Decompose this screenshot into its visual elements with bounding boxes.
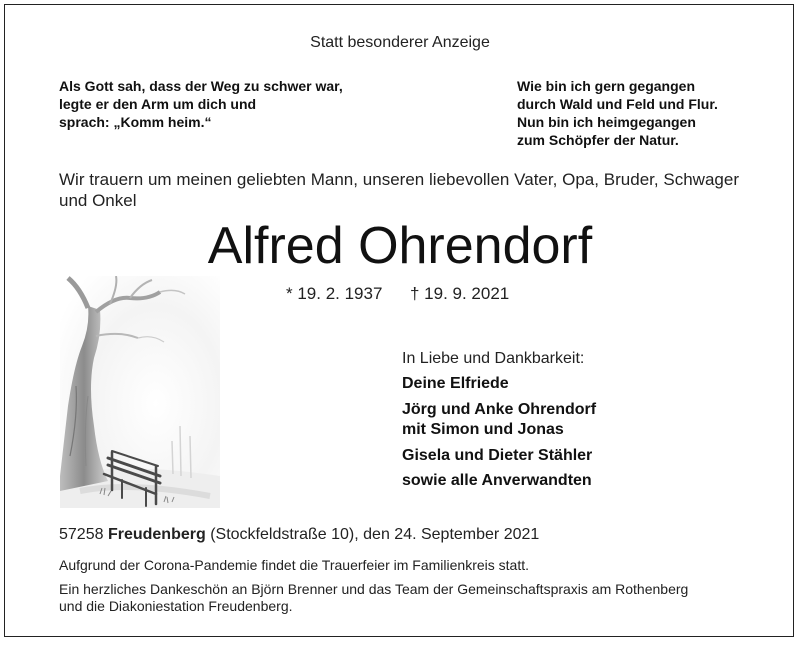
poem-left-line: legte er den Arm um dich und bbox=[59, 96, 257, 112]
thanks-note-line: und die Diakoniestation Freudenberg. bbox=[59, 598, 293, 614]
deceased-name: Alfred Ohrendorf bbox=[207, 217, 593, 275]
poem-left-line: Als Gott sah, dass der Weg zu schwer war, bbox=[59, 78, 343, 94]
mourner-entry bbox=[402, 471, 592, 491]
tree-bench-illustration bbox=[60, 276, 220, 508]
address-rest: (Stockfeldstraße 10), den 24. September 2021 bbox=[210, 526, 540, 543]
mourner-entry bbox=[402, 374, 509, 394]
death-date: † 19. 9. 2021 bbox=[410, 284, 510, 303]
poem-right-line: zum Schöpfer der Natur. bbox=[517, 132, 679, 148]
mourner-name: Jörg und Anke Ohrendorf bbox=[402, 401, 597, 418]
poem-left-line: sprach: „Komm heim.“ bbox=[59, 114, 212, 130]
funeral-note: Aufgrund der Corona-Pandemie findet die Trauerfeier im Familienkreis statt. bbox=[59, 557, 529, 573]
thanks-label: In Liebe und Dankbarkeit: bbox=[402, 350, 585, 367]
thanks-note-line: Ein herzliches Dankeschön an Björn Brenner und das Team der Gemeinschaftspraxis am Rothenberg bbox=[59, 581, 689, 597]
thanks-note bbox=[59, 581, 688, 615]
mourner-entry bbox=[402, 400, 596, 440]
poem-right bbox=[517, 77, 718, 149]
poem-right-line: durch Wald und Feld und Flur. bbox=[517, 96, 718, 112]
notice-heading: Statt besonderer Anzeige bbox=[310, 34, 490, 51]
mourner-name: Deine Elfriede bbox=[402, 375, 509, 392]
mourner-name: Gisela und Dieter Stähler bbox=[402, 447, 593, 464]
address-line bbox=[59, 526, 539, 544]
poem-right-line: Wie bin ich gern gegangen bbox=[517, 78, 696, 94]
mourner-entry bbox=[402, 446, 592, 466]
address-city: Freudenberg bbox=[107, 526, 206, 543]
mourner-name: mit Simon und Jonas bbox=[402, 421, 564, 438]
address-zip: 57258 bbox=[59, 526, 104, 543]
poem-right-line: Nun bin ich heimgegangen bbox=[517, 114, 696, 130]
birth-date: * 19. 2. 1937 bbox=[286, 284, 383, 303]
mourning-intro: Wir trauern um meinen geliebten Mann, unseren liebevollen Vater, Opa, Bruder, Schwager und Onkel bbox=[59, 170, 739, 210]
mourner-name: sowie alle Anverwandten bbox=[402, 472, 592, 489]
poem-left bbox=[59, 77, 343, 131]
